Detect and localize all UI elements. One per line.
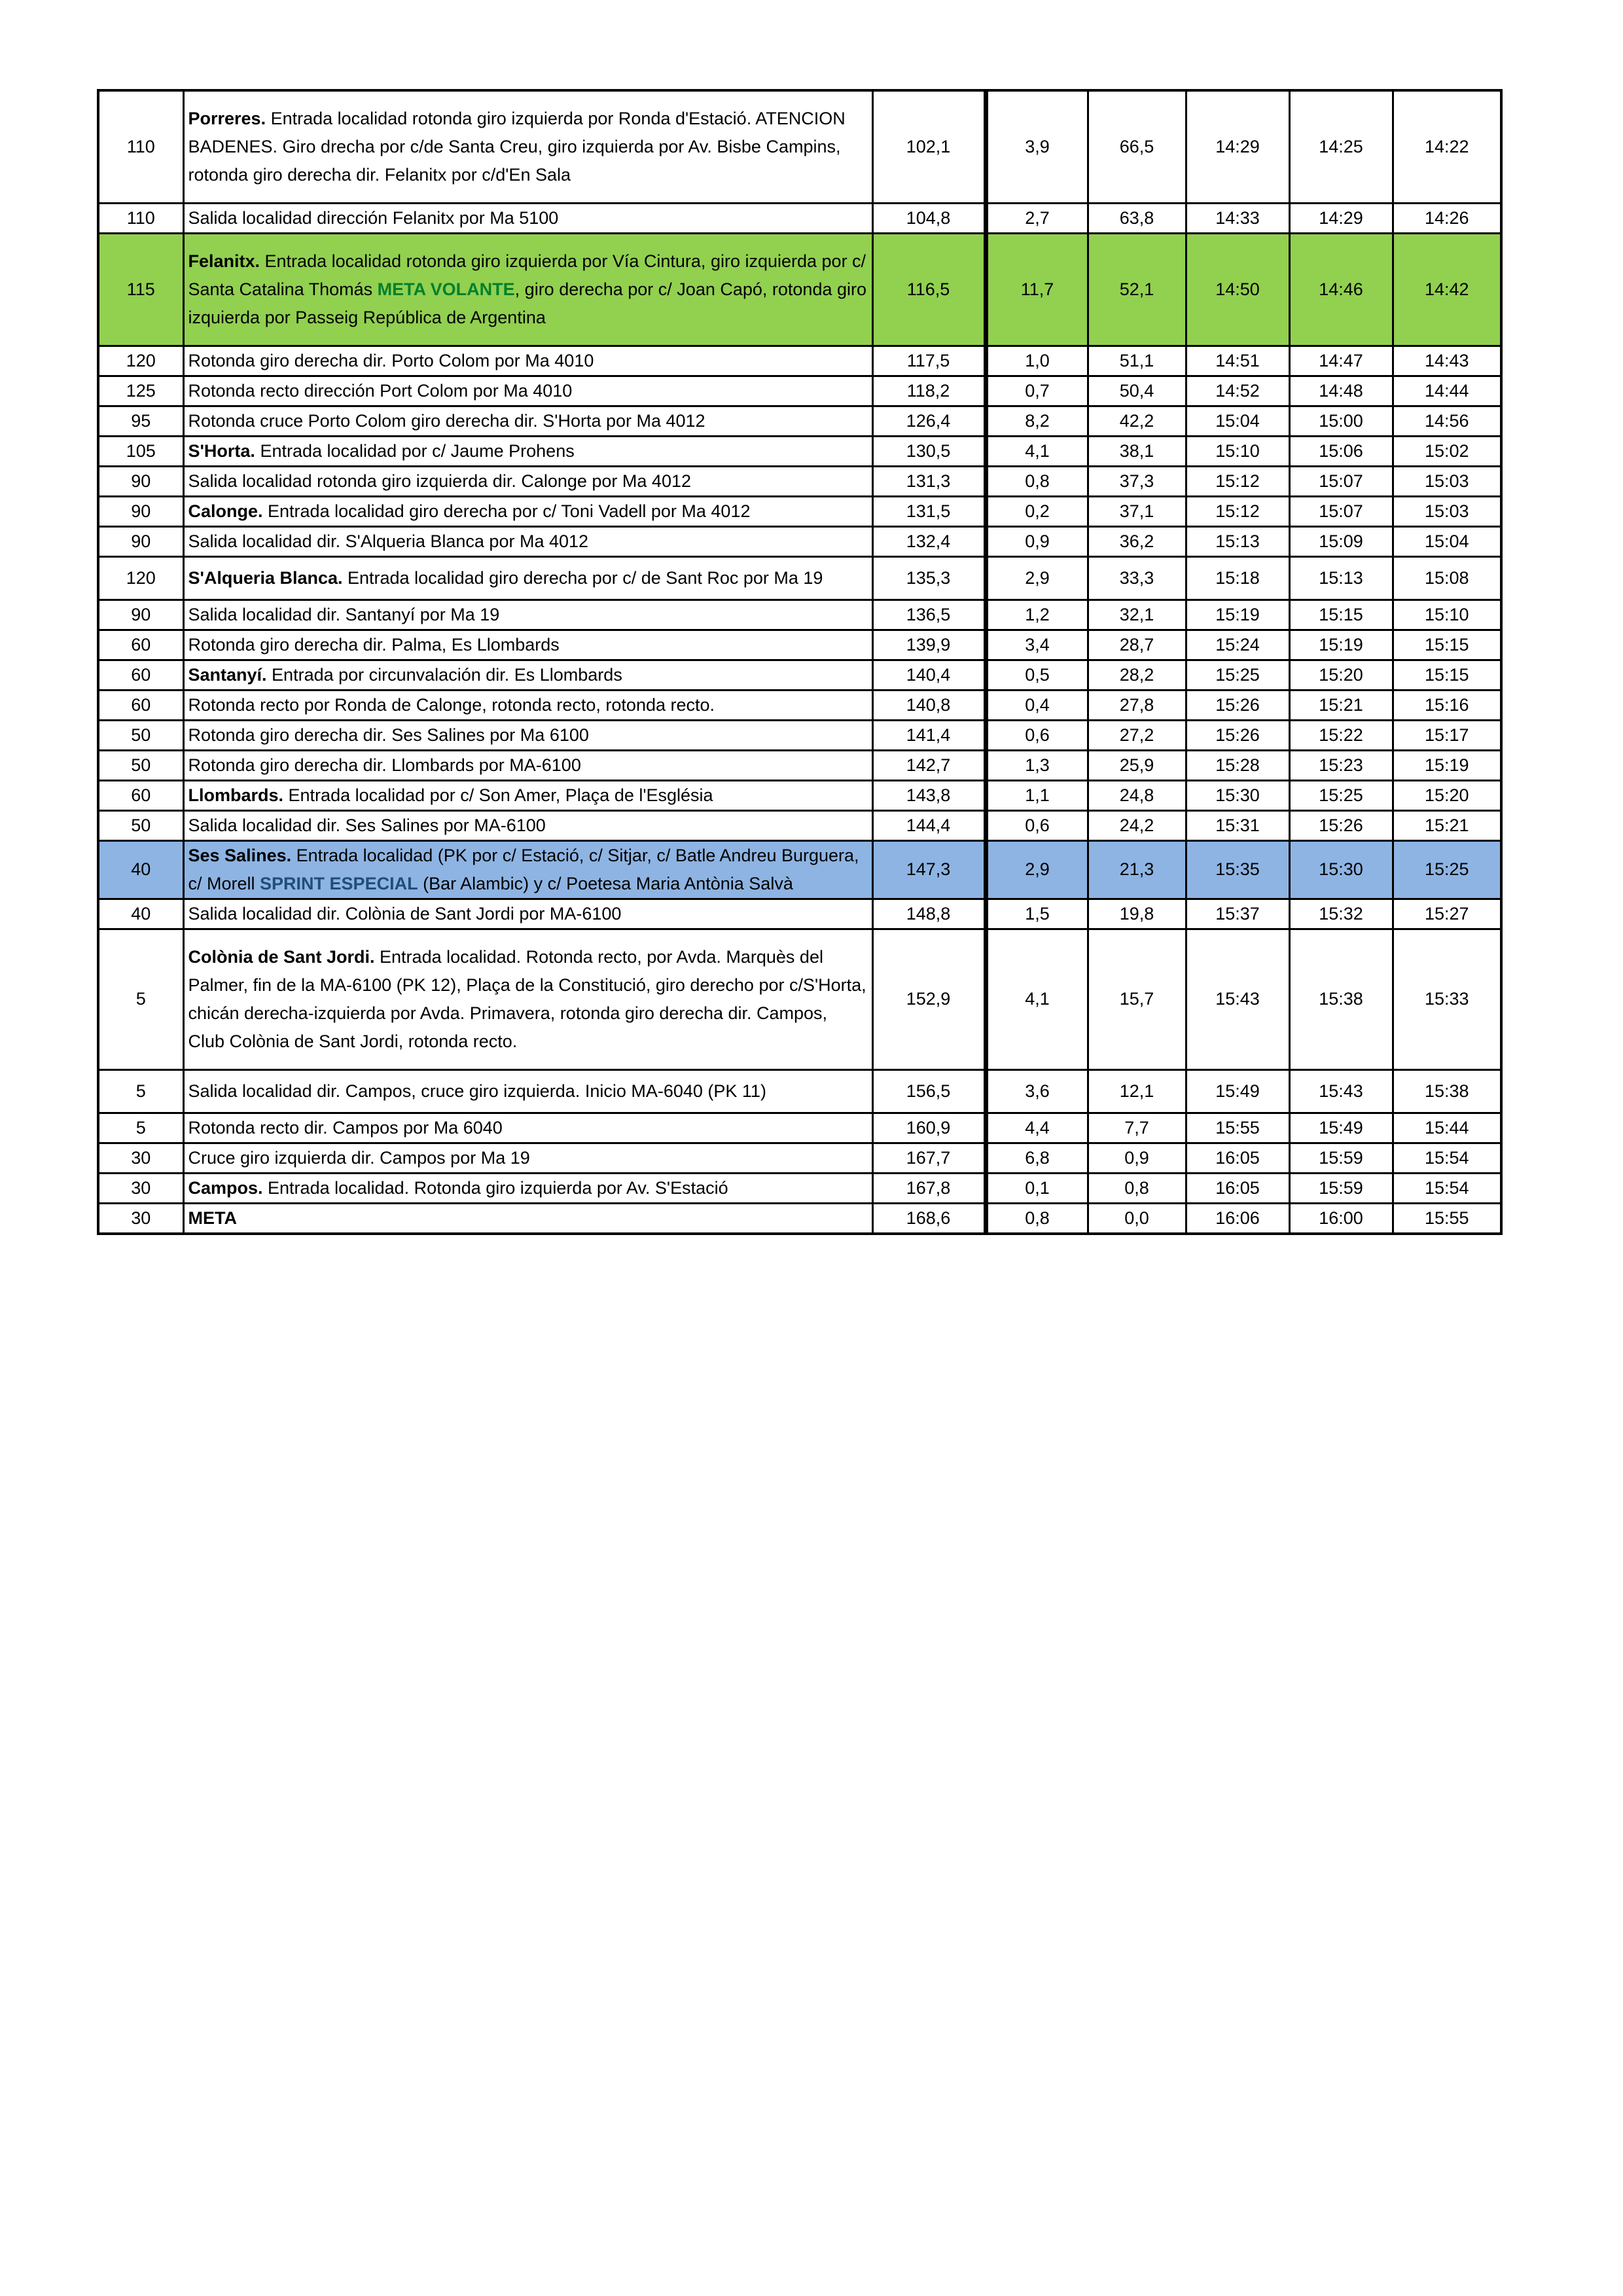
description-cell — [183, 630, 872, 660]
altitude-cell: 50 — [98, 720, 183, 750]
description-text: Entrada localidad por c/ Son Amer, Plaça de l'Església — [283, 785, 713, 805]
t2-cell: 14:29 — [1289, 203, 1393, 233]
description-cell — [183, 899, 872, 929]
description-cell — [183, 1113, 872, 1143]
description-text: Rotonda recto dir. Campos por Ma 6040 — [188, 1117, 503, 1138]
t2-cell: 15:15 — [1289, 600, 1393, 630]
t1-cell: 15:19 — [1186, 600, 1289, 630]
t2-cell: 15:06 — [1289, 436, 1393, 466]
km-cell: 132,4 — [872, 526, 986, 556]
parcial-cell: 4,1 — [986, 436, 1088, 466]
parcial-cell: 2,7 — [986, 203, 1088, 233]
t3-cell: 15:08 — [1393, 556, 1501, 600]
t3-cell: 14:44 — [1393, 376, 1501, 406]
t2-cell: 14:47 — [1289, 346, 1393, 376]
t2-cell: 15:21 — [1289, 690, 1393, 720]
place-name: Felanitx. — [188, 251, 260, 271]
table-row — [98, 720, 1501, 750]
altitude-cell: 40 — [98, 840, 183, 899]
restante-cell: 7,7 — [1088, 1113, 1186, 1143]
t2-cell: 15:07 — [1289, 496, 1393, 526]
restante-cell: 19,8 — [1088, 899, 1186, 929]
t1-cell: 14:51 — [1186, 346, 1289, 376]
t1-cell: 15:26 — [1186, 690, 1289, 720]
parcial-cell: 2,9 — [986, 556, 1088, 600]
restante-cell: 52,1 — [1088, 233, 1186, 346]
place-name: Santanyí. — [188, 664, 267, 685]
restante-cell: 37,3 — [1088, 466, 1186, 496]
km-cell: 139,9 — [872, 630, 986, 660]
km-cell: 118,2 — [872, 376, 986, 406]
km-cell: 131,5 — [872, 496, 986, 526]
description-cell — [183, 810, 872, 840]
parcial-cell: 0,6 — [986, 720, 1088, 750]
t3-cell: 15:54 — [1393, 1143, 1501, 1173]
parcial-cell: 0,8 — [986, 466, 1088, 496]
altitude-cell: 90 — [98, 466, 183, 496]
restante-cell: 27,2 — [1088, 720, 1186, 750]
t3-cell: 15:02 — [1393, 436, 1501, 466]
altitude-cell: 110 — [98, 203, 183, 233]
description-cell — [183, 496, 872, 526]
t3-cell: 15:15 — [1393, 660, 1501, 690]
description-text: Entrada localidad rotonda giro izquierda por Ronda d'Estació. ATENCION BADENES. Giro drecha por c/de Santa Creu, giro izquierda por Av. Bisbe Campins, rotonda giro derecha dir. Felanitx por c/d'En Sala — [188, 108, 846, 185]
t2-cell: 15:59 — [1289, 1173, 1393, 1203]
description-text: Entrada localidad (PK por c/ Estació, c/ Sitjar, c/ Batle Andreu Burguera, c/ Morell — [188, 845, 859, 893]
km-cell: 131,3 — [872, 466, 986, 496]
t1-cell: 15:35 — [1186, 840, 1289, 899]
table-row — [98, 600, 1501, 630]
altitude-cell: 60 — [98, 690, 183, 720]
t1-cell: 16:05 — [1186, 1173, 1289, 1203]
table-row — [98, 1113, 1501, 1143]
description-text: Salida localidad dir. Santanyí por Ma 19 — [188, 604, 500, 624]
t1-cell: 15:24 — [1186, 630, 1289, 660]
table-row — [98, 496, 1501, 526]
description-cell — [183, 203, 872, 233]
altitude-cell: 110 — [98, 90, 183, 203]
t3-cell: 14:56 — [1393, 406, 1501, 436]
t1-cell: 15:28 — [1186, 750, 1289, 780]
description-cell — [183, 1143, 872, 1173]
description-cell — [183, 556, 872, 600]
table-row — [98, 466, 1501, 496]
t3-cell: 15:10 — [1393, 600, 1501, 630]
km-cell: 140,4 — [872, 660, 986, 690]
description-text: Rotonda giro derecha dir. Ses Salines por Ma 6100 — [188, 725, 589, 745]
description-cell — [183, 406, 872, 436]
parcial-cell: 4,4 — [986, 1113, 1088, 1143]
t3-cell: 15:44 — [1393, 1113, 1501, 1143]
description-text: Rotonda cruce Porto Colom giro derecha dir. S'Horta por Ma 4012 — [188, 410, 705, 431]
parcial-cell: 0,1 — [986, 1173, 1088, 1203]
t1-cell: 15:10 — [1186, 436, 1289, 466]
place-name: Calonge. — [188, 501, 263, 521]
t2-cell: 15:23 — [1289, 750, 1393, 780]
altitude-cell: 30 — [98, 1173, 183, 1203]
restante-cell: 37,1 — [1088, 496, 1186, 526]
altitude-cell: 120 — [98, 346, 183, 376]
t2-cell: 14:48 — [1289, 376, 1393, 406]
parcial-cell: 0,2 — [986, 496, 1088, 526]
parcial-cell: 1,3 — [986, 750, 1088, 780]
t2-cell: 15:38 — [1289, 929, 1393, 1069]
km-cell: 116,5 — [872, 233, 986, 346]
description-cell — [183, 660, 872, 690]
t1-cell: 15:26 — [1186, 720, 1289, 750]
altitude-cell: 30 — [98, 1143, 183, 1173]
table-row — [98, 780, 1501, 810]
t1-cell: 15:12 — [1186, 466, 1289, 496]
description-text: Entrada localidad. Rotonda giro izquierda por Av. S'Estació — [262, 1177, 728, 1198]
t3-cell: 15:33 — [1393, 929, 1501, 1069]
place-name: Campos. — [188, 1177, 263, 1198]
description-cell — [183, 233, 872, 346]
route-table-body — [98, 90, 1501, 1234]
parcial-cell: 3,9 — [986, 90, 1088, 203]
restante-cell: 32,1 — [1088, 600, 1186, 630]
table-row — [98, 899, 1501, 929]
km-cell: 136,5 — [872, 600, 986, 630]
km-cell: 147,3 — [872, 840, 986, 899]
table-row — [98, 1173, 1501, 1203]
t1-cell: 14:29 — [1186, 90, 1289, 203]
km-cell: 135,3 — [872, 556, 986, 600]
table-row — [98, 406, 1501, 436]
t2-cell: 15:26 — [1289, 810, 1393, 840]
restante-cell: 0,9 — [1088, 1143, 1186, 1173]
parcial-cell: 0,6 — [986, 810, 1088, 840]
parcial-cell: 6,8 — [986, 1143, 1088, 1173]
description-text: Rotonda recto dirección Port Colom por Ma 4010 — [188, 380, 573, 401]
description-cell — [183, 1069, 872, 1113]
meta-volante-label: META VOLANTE — [377, 279, 515, 299]
description-text: Rotonda giro derecha dir. Llombards por MA-6100 — [188, 755, 581, 775]
description-text: Salida localidad dir. Campos, cruce giro izquierda. Inicio MA-6040 (PK 11) — [188, 1081, 766, 1101]
t3-cell: 15:21 — [1393, 810, 1501, 840]
description-cell — [183, 436, 872, 466]
altitude-cell: 40 — [98, 899, 183, 929]
t2-cell: 15:13 — [1289, 556, 1393, 600]
description-text: Entrada localidad rotonda giro izquierda por Vía Cintura, giro izquierda por c/ Santa Catalina Thomás — [188, 251, 866, 299]
t3-cell: 15:38 — [1393, 1069, 1501, 1113]
t1-cell: 15:30 — [1186, 780, 1289, 810]
restante-cell: 33,3 — [1088, 556, 1186, 600]
description-cell — [183, 780, 872, 810]
place-name: S'Horta. — [188, 440, 255, 461]
t3-cell: 14:42 — [1393, 233, 1501, 346]
description-text: Salida localidad dirección Felanitx por Ma 5100 — [188, 207, 559, 228]
altitude-cell: 90 — [98, 496, 183, 526]
altitude-cell: 60 — [98, 660, 183, 690]
sprint-especial-label: SPRINT ESPECIAL — [260, 873, 418, 893]
place-name: S'Alqueria Blanca. — [188, 567, 343, 588]
km-cell: 148,8 — [872, 899, 986, 929]
description-text: Cruce giro izquierda dir. Campos por Ma 19 — [188, 1147, 530, 1168]
t3-cell: 14:43 — [1393, 346, 1501, 376]
parcial-cell: 0,9 — [986, 526, 1088, 556]
description-text: Entrada localidad giro derecha por c/ de Sant Roc por Ma 19 — [342, 567, 823, 588]
description-text: Rotonda giro derecha dir. Palma, Es Llombards — [188, 634, 560, 655]
t2-cell: 15:59 — [1289, 1143, 1393, 1173]
table-row — [98, 929, 1501, 1069]
parcial-cell: 3,6 — [986, 1069, 1088, 1113]
restante-cell: 25,9 — [1088, 750, 1186, 780]
table-row — [98, 630, 1501, 660]
t3-cell: 15:27 — [1393, 899, 1501, 929]
t3-cell: 15:04 — [1393, 526, 1501, 556]
place-name: Llombards. — [188, 785, 284, 805]
t3-cell: 14:22 — [1393, 90, 1501, 203]
restante-cell: 21,3 — [1088, 840, 1186, 899]
table-row — [98, 750, 1501, 780]
parcial-cell: 2,9 — [986, 840, 1088, 899]
description-cell — [183, 720, 872, 750]
parcial-cell: 0,7 — [986, 376, 1088, 406]
description-cell — [183, 90, 872, 203]
t3-cell: 15:03 — [1393, 496, 1501, 526]
table-row — [98, 90, 1501, 203]
km-cell: 102,1 — [872, 90, 986, 203]
t1-cell: 15:55 — [1186, 1113, 1289, 1143]
restante-cell: 51,1 — [1088, 346, 1186, 376]
restante-cell: 28,2 — [1088, 660, 1186, 690]
altitude-cell: 30 — [98, 1203, 183, 1234]
parcial-cell: 1,0 — [986, 346, 1088, 376]
parcial-cell: 3,4 — [986, 630, 1088, 660]
restante-cell: 50,4 — [1088, 376, 1186, 406]
t2-cell: 15:09 — [1289, 526, 1393, 556]
restante-cell: 24,2 — [1088, 810, 1186, 840]
restante-cell: 15,7 — [1088, 929, 1186, 1069]
table-row — [98, 660, 1501, 690]
t2-cell: 15:19 — [1289, 630, 1393, 660]
table-row — [98, 203, 1501, 233]
altitude-cell: 60 — [98, 630, 183, 660]
description-text: Entrada localidad. Rotonda recto, por Avda. Marquès del Palmer, fin de la MA-6100 (PK 12), Plaça de la Constitució, giro derecho por c/S'Horta, chicán derecha-izquierda por Avda. Primavera, rotonda giro derecha dir. Campos, Club Colònia de Sant Jordi, rotonda recto. — [188, 946, 866, 1051]
description-text: Entrada localidad giro derecha por c/ Toni Vadell por Ma 4012 — [262, 501, 751, 521]
km-cell: 167,8 — [872, 1173, 986, 1203]
place-name: Colònia de Sant Jordi. — [188, 946, 375, 967]
table-row — [98, 526, 1501, 556]
km-cell: 167,7 — [872, 1143, 986, 1173]
altitude-cell: 60 — [98, 780, 183, 810]
description-cell — [183, 376, 872, 406]
parcial-cell: 4,1 — [986, 929, 1088, 1069]
km-cell: 140,8 — [872, 690, 986, 720]
restante-cell: 24,8 — [1088, 780, 1186, 810]
t2-cell: 15:07 — [1289, 466, 1393, 496]
table-row — [98, 840, 1501, 899]
description-cell — [183, 929, 872, 1069]
t1-cell: 15:37 — [1186, 899, 1289, 929]
t2-cell: 15:25 — [1289, 780, 1393, 810]
altitude-cell: 5 — [98, 929, 183, 1069]
parcial-cell: 1,5 — [986, 899, 1088, 929]
restante-cell: 28,7 — [1088, 630, 1186, 660]
table-row — [98, 346, 1501, 376]
km-cell: 160,9 — [872, 1113, 986, 1143]
t1-cell: 14:52 — [1186, 376, 1289, 406]
parcial-cell: 0,5 — [986, 660, 1088, 690]
t1-cell: 15:13 — [1186, 526, 1289, 556]
t2-cell: 15:43 — [1289, 1069, 1393, 1113]
t3-cell: 15:03 — [1393, 466, 1501, 496]
restante-cell: 36,2 — [1088, 526, 1186, 556]
parcial-cell: 1,1 — [986, 780, 1088, 810]
t3-cell: 15:25 — [1393, 840, 1501, 899]
t2-cell: 15:32 — [1289, 899, 1393, 929]
t3-cell: 15:15 — [1393, 630, 1501, 660]
t2-cell: 15:30 — [1289, 840, 1393, 899]
place-name: META — [188, 1208, 237, 1228]
altitude-cell: 125 — [98, 376, 183, 406]
t2-cell: 14:46 — [1289, 233, 1393, 346]
table-row — [98, 376, 1501, 406]
restante-cell: 0,8 — [1088, 1173, 1186, 1203]
table-row — [98, 810, 1501, 840]
description-text: Entrada por circunvalación dir. Es Llombards — [266, 664, 622, 685]
t1-cell: 15:18 — [1186, 556, 1289, 600]
km-cell: 141,4 — [872, 720, 986, 750]
altitude-cell: 115 — [98, 233, 183, 346]
table-row — [98, 436, 1501, 466]
description-text: , giro derecha por c/ Joan Capó, rotonda giro izquierda por Passeig República de Argentina — [188, 279, 866, 327]
t1-cell: 14:50 — [1186, 233, 1289, 346]
km-cell: 168,6 — [872, 1203, 986, 1234]
description-text: (Bar Alambic) y c/ Poetesa Maria Antònia Salvà — [418, 873, 793, 893]
km-cell: 104,8 — [872, 203, 986, 233]
table-row — [98, 1203, 1501, 1234]
restante-cell: 12,1 — [1088, 1069, 1186, 1113]
description-cell — [183, 600, 872, 630]
description-text: Salida localidad rotonda giro izquierda dir. Calonge por Ma 4012 — [188, 471, 691, 491]
description-cell — [183, 750, 872, 780]
altitude-cell: 50 — [98, 750, 183, 780]
t1-cell: 15:43 — [1186, 929, 1289, 1069]
table-row — [98, 233, 1501, 346]
t3-cell: 15:20 — [1393, 780, 1501, 810]
altitude-cell: 50 — [98, 810, 183, 840]
parcial-cell: 0,4 — [986, 690, 1088, 720]
place-name: Ses Salines. — [188, 845, 292, 865]
description-cell — [183, 346, 872, 376]
km-cell: 117,5 — [872, 346, 986, 376]
description-text: Rotonda recto por Ronda de Calonge, rotonda recto, rotonda recto. — [188, 694, 715, 715]
altitude-cell: 120 — [98, 556, 183, 600]
t1-cell: 15:04 — [1186, 406, 1289, 436]
t1-cell: 16:05 — [1186, 1143, 1289, 1173]
t2-cell: 14:25 — [1289, 90, 1393, 203]
description-text: Entrada localidad por c/ Jaume Prohens — [255, 440, 575, 461]
km-cell: 144,4 — [872, 810, 986, 840]
route-table — [97, 89, 1503, 1235]
t3-cell: 15:55 — [1393, 1203, 1501, 1234]
table-row — [98, 556, 1501, 600]
parcial-cell: 11,7 — [986, 233, 1088, 346]
parcial-cell: 1,2 — [986, 600, 1088, 630]
description-cell — [183, 690, 872, 720]
km-cell: 142,7 — [872, 750, 986, 780]
altitude-cell: 5 — [98, 1069, 183, 1113]
description-cell — [183, 1203, 872, 1234]
altitude-cell: 90 — [98, 526, 183, 556]
t3-cell: 15:54 — [1393, 1173, 1501, 1203]
km-cell: 126,4 — [872, 406, 986, 436]
description-cell — [183, 840, 872, 899]
altitude-cell: 90 — [98, 600, 183, 630]
place-name: Porreres. — [188, 108, 266, 128]
t1-cell: 16:06 — [1186, 1203, 1289, 1234]
t3-cell: 15:19 — [1393, 750, 1501, 780]
table-row — [98, 1143, 1501, 1173]
table-row — [98, 1069, 1501, 1113]
parcial-cell: 0,8 — [986, 1203, 1088, 1234]
description-text: Salida localidad dir. S'Alqueria Blanca por Ma 4012 — [188, 531, 589, 551]
t2-cell: 15:00 — [1289, 406, 1393, 436]
parcial-cell: 8,2 — [986, 406, 1088, 436]
description-text: Salida localidad dir. Ses Salines por MA-6100 — [188, 815, 546, 835]
description-cell — [183, 526, 872, 556]
description-text: Salida localidad dir. Colònia de Sant Jordi por MA-6100 — [188, 903, 622, 924]
t1-cell: 15:49 — [1186, 1069, 1289, 1113]
description-cell — [183, 1173, 872, 1203]
t1-cell: 15:25 — [1186, 660, 1289, 690]
t2-cell: 15:22 — [1289, 720, 1393, 750]
restante-cell: 63,8 — [1088, 203, 1186, 233]
km-cell: 143,8 — [872, 780, 986, 810]
description-cell — [183, 466, 872, 496]
altitude-cell: 105 — [98, 436, 183, 466]
km-cell: 152,9 — [872, 929, 986, 1069]
km-cell: 156,5 — [872, 1069, 986, 1113]
t1-cell: 15:12 — [1186, 496, 1289, 526]
t3-cell: 14:26 — [1393, 203, 1501, 233]
restante-cell: 38,1 — [1088, 436, 1186, 466]
restante-cell: 66,5 — [1088, 90, 1186, 203]
restante-cell: 42,2 — [1088, 406, 1186, 436]
km-cell: 130,5 — [872, 436, 986, 466]
t1-cell: 14:33 — [1186, 203, 1289, 233]
t2-cell: 15:49 — [1289, 1113, 1393, 1143]
restante-cell: 27,8 — [1088, 690, 1186, 720]
t3-cell: 15:16 — [1393, 690, 1501, 720]
t1-cell: 15:31 — [1186, 810, 1289, 840]
t2-cell: 16:00 — [1289, 1203, 1393, 1234]
restante-cell: 0,0 — [1088, 1203, 1186, 1234]
table-row — [98, 690, 1501, 720]
t2-cell: 15:20 — [1289, 660, 1393, 690]
description-text: Rotonda giro derecha dir. Porto Colom por Ma 4010 — [188, 350, 594, 370]
t3-cell: 15:17 — [1393, 720, 1501, 750]
altitude-cell: 95 — [98, 406, 183, 436]
altitude-cell: 5 — [98, 1113, 183, 1143]
